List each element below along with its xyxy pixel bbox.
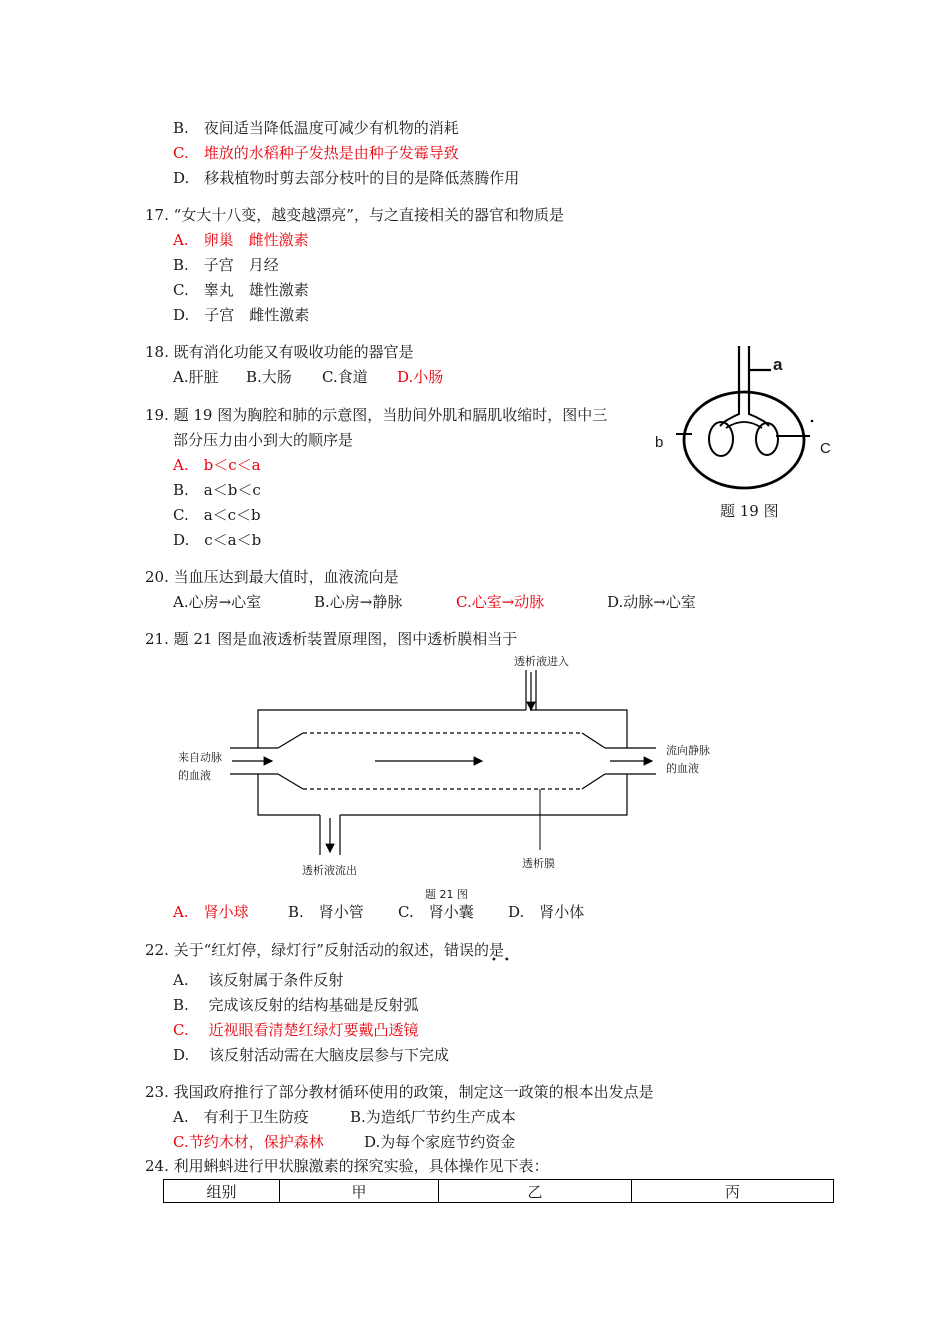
fig21-label-out-fluid: 透析液流出 [302, 864, 357, 877]
fig21-label-in-fluid: 透析液进入 [514, 655, 569, 668]
q21-stem: 21. 题 21 图是血液透析装置原理图，图中透析膜相当于 [145, 630, 518, 648]
q19-stem-line2: 部分压力由小到大的顺序是 [173, 431, 354, 449]
thorax-lung-diagram [640, 340, 850, 510]
q18-option-d: D.小肠 [397, 368, 444, 386]
q17-option-b: B. 子宫 月经 [173, 256, 279, 274]
q21-option-a: A. 肾小球 [173, 903, 249, 921]
q19-option-c: C. a＜c＜b [173, 506, 261, 524]
q21-option-b: B. 肾小管 [288, 903, 364, 921]
q23-option-b: B.为造纸厂节约生产成本 [350, 1108, 516, 1126]
table-header-cell: 丙 [632, 1180, 834, 1203]
q18-option-a: A.肝脏 [173, 368, 219, 386]
q18-option-b: B.大肠 [246, 368, 292, 386]
dialysis-device-diagram [160, 650, 720, 890]
q23-option-c: C.节约木材，保护森林 [173, 1133, 324, 1151]
q23-stem: 23. 我国政府推行了部分教材循环使用的政策，制定这一政策的根本出发点是 [145, 1083, 654, 1101]
table-header-cell: 组别 [164, 1180, 280, 1203]
fig19-label-c: C [820, 440, 831, 457]
q22-stem: 22. 关于“红灯停，绿灯行”反射活动的叙述，错误的是 [145, 941, 504, 959]
table-header-cell: 乙 [439, 1180, 632, 1203]
fig19-label-a: a [773, 355, 783, 374]
q22-option-c: C. 近视眼看清楚红绿灯要戴凸透镜 [173, 1021, 419, 1039]
q20-option-a: A.心房→心室 [173, 593, 262, 611]
fig21-label-to-vein-1: 流向静脉 [666, 744, 710, 757]
q19-option-a: A. b＜c＜a [173, 456, 261, 474]
q17-option-d: D. 子宫 雌性激素 [173, 306, 310, 324]
q18-option-c: C.食道 [322, 368, 368, 386]
q20-option-c: C.心室→动脉 [456, 593, 545, 611]
q20-option-d: D.动脉→心室 [607, 593, 696, 611]
emphasis-dots: •• [491, 955, 517, 966]
table-header-cell: 甲 [280, 1180, 439, 1203]
fig21-label-from-artery-1: 来自动脉 [178, 751, 222, 764]
q22-option-b: B. 完成该反射的结构基础是反射弧 [173, 996, 419, 1014]
q22-option-d: D. 该反射活动需在大脑皮层参与下完成 [173, 1046, 450, 1064]
q24-stem: 24. 利用蝌蚪进行甲状腺激素的探究实验，具体操作见下表： [145, 1157, 549, 1175]
q16-option-d: D. 移栽植物时剪去部分枝叶的目的是降低蒸腾作用 [173, 169, 520, 187]
q17-stem: 17. “女大十八变，越变越漂亮”，与之直接相关的器官和物质是 [145, 206, 564, 224]
q24-table [163, 1179, 834, 1203]
q17-option-a: A. 卵巢 雌性激素 [173, 231, 309, 249]
q19-option-b: B. a＜b＜c [173, 481, 261, 499]
q17-option-c: C. 睾丸 雄性激素 [173, 281, 309, 299]
q16-option-b: B. 夜间适当降低温度可减少有机物的消耗 [173, 119, 459, 137]
table-header-row [164, 1180, 834, 1203]
q20-stem: 20. 当血压达到最大值时，血液流向是 [145, 568, 399, 586]
fig21-label-membrane: 透析膜 [522, 857, 555, 870]
q16-option-c: C. 堆放的水稻种子发热是由种子发霉导致 [173, 144, 459, 162]
q22-option-a: A. 该反射属于条件反射 [173, 971, 344, 989]
q20-option-b: B.心房→静脉 [314, 593, 403, 611]
q21-option-c: C. 肾小囊 [398, 903, 474, 921]
q21-option-d: D. 肾小体 [508, 903, 585, 921]
q19-option-d: D. c＜a＜b [173, 531, 262, 549]
fig21-label-to-vein-2: 的血液 [666, 762, 699, 775]
q23-option-d: D.为每个家庭节约资金 [364, 1133, 516, 1151]
q18-stem: 18. 既有消化功能又有吸收功能的器官是 [145, 343, 414, 361]
fig21-caption: 题 21 图 [425, 888, 468, 901]
fig19-label-b: b [655, 434, 664, 451]
fig21-label-from-artery-2: 的血液 [178, 769, 211, 782]
q23-option-a: A. 有利于卫生防疫 [173, 1108, 309, 1126]
q19-stem-line1: 19. 题 19 图为胸腔和肺的示意图，当肋间外肌和膈肌收缩时，图中三 [145, 406, 608, 424]
fig19-caption: 题 19 图 [720, 502, 779, 520]
